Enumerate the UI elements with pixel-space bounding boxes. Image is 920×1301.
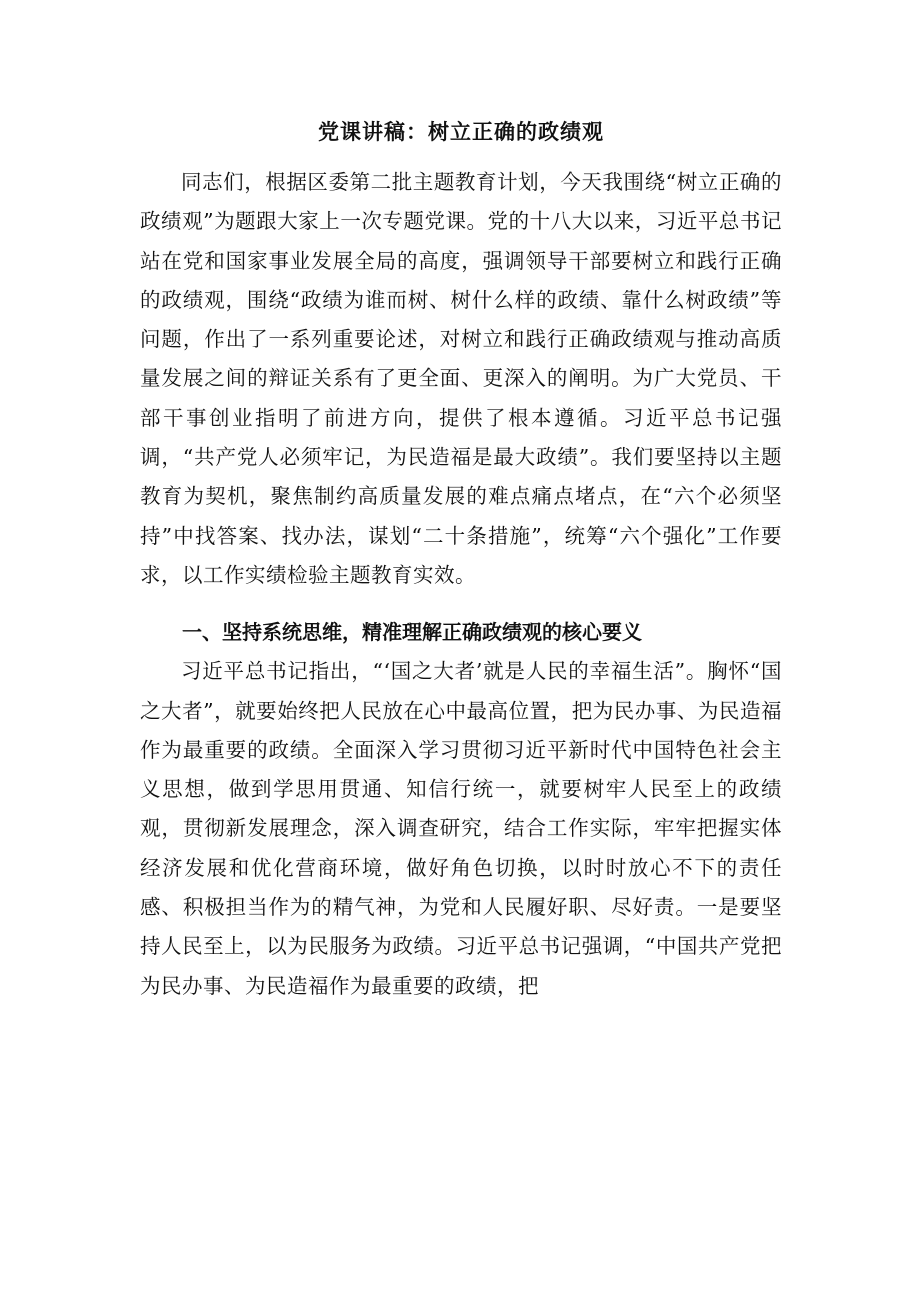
section-heading-1: 一、坚持系统思维，精准理解正确政绩观的核心要义 (182, 620, 642, 645)
document-title: 党课讲稿：树立正确的政绩观 (318, 120, 604, 144)
intro-paragraph: 同志们，根据区委第二批主题教育计划，今天我围绕“树立正确的政绩观”为题跟大家上一次专题党课。党的十八大以来，习近平总书记站在党和国家事业发展全局的高度，强调领导干部要树立和践行正确的政绩观，围绕“政绩为谁而树、树什么样的政绩、靠什么树政绩”等问题，作出了一系列重要论述，对树立和践行正确政绩观与推动高质量发展之间的辩证关系有了更全面、更深入的阐明。为广大党员、干部干事创业指明了前进方向，提供了根本遵循。习近平总书记强调，“共产党人必须牢记，为民造福是最大政绩”。我们要坚持以主题教育为契机，聚焦制约高质量发展的难点痛点堵点，在“六个必须坚持”中找答案、找办法，谋划“二十条措施”，统筹“六个强化”工作要求，以工作实绩检验主题教育实效。 (140, 170, 782, 587)
document-page (140, 114, 782, 1006)
section-1-paragraph: 习近平总书记指出，“‘国之大者’就是人民的幸福生活”。胸怀“国之大者”，就要始终把人民放在心中最高位置，把为民办事、为民造福作为最重要的政绩。全面深入学习贯彻习近平新时代中国特色社会主义思想，做到学思用贯通、知信行统一，就要树牢人民至上的政绩观，贯彻新发展理念，深入调查研究，结合工作实际，牢牢把握实体经济发展和优化营商环境，做好角色切换，以时时放心不下的责任感、积极担当作为的精气神，为党和人民履好职、尽好责。一是要坚持人民至上，以为民服务为政绩。习近平总书记强调，“中国共产党把为民办事、为民造福作为最重要的政绩，把 (140, 659, 782, 998)
